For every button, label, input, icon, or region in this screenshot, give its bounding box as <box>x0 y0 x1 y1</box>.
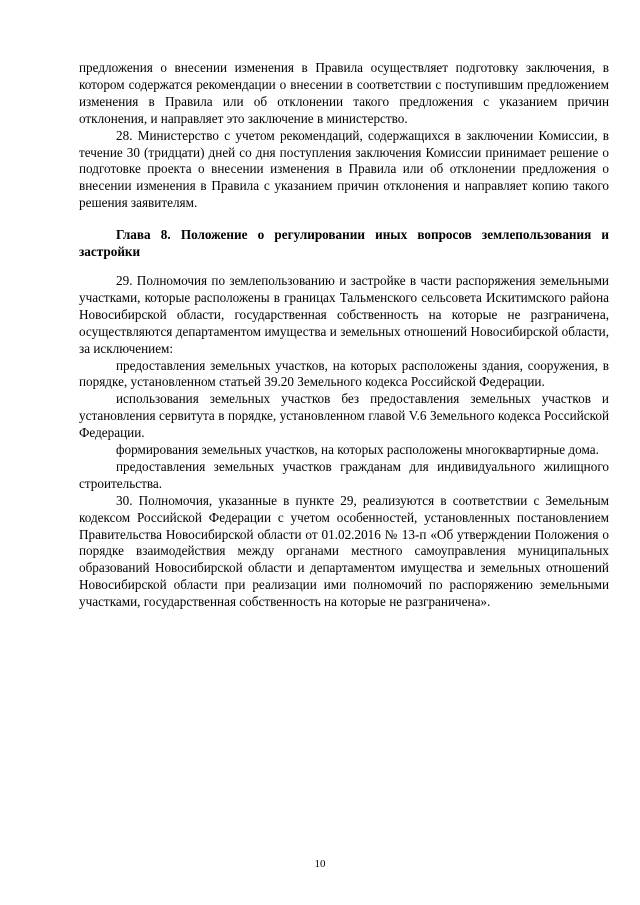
page-content <box>79 60 609 611</box>
paragraph-item-30: 30. Полномочия, указанные в пункте 29, реализуются в соответствии с Земельным кодексом Российской Федерации с учетом особенностей, установленных постановлением Правительства Новосибирской области от 01.02.2016 № 13-п «Об утверждении Положения о порядке взаимодействия между органами местного самоуправления муниципальных образований Новосибирской области и департаментом имущества и земельных отношений Новосибирской области при реализации ими полномочий по распоряжению земельными участками, государственная собственность на которые не разграничена». <box>79 492 609 610</box>
paragraph-exception-3: формирования земельных участков, на которых расположены многоквартирные дома. <box>116 442 599 458</box>
paragraph-exception-4: предоставления земельных участков гражданам для индивидуального жилищного строительства. <box>79 458 609 491</box>
chapter-heading: Глава 8. Положение о регулировании иных вопросов землепользования и застройки <box>79 227 609 260</box>
paragraph-exception-1: предоставления земельных участков, на которых расположены здания, сооружения, в порядке, установленном статьей 39.20 Земельного кодекса Российской Федерации. <box>79 357 609 390</box>
paragraph-exception-2: использования земельных участков без предоставления земельных участков и установления сервитута в порядке, установленном главой V.6 Земельного кодекса Российской Федерации. <box>79 391 609 441</box>
paragraph-item-29: 29. Полномочия по землепользованию и застройке в части распоряжения земельными участками, которые расположены в границах Тальменского сельсовета Искитимского района Новосибирской области, государственная собственность на которые не разграничена, осуществляются департаментом имущества и земельных отношений Новосибирской области, за исключением: <box>79 272 609 356</box>
page-number: 10 <box>314 858 326 870</box>
paragraph-continuation: предложения о внесении изменения в Правила осуществляет подготовку заключения, в котором содержатся рекомендации о внесении в соответствии с поступившим предложением изменения в Правила или об отклонении такого предложения с указанием причин отклонения, и направляет это заключение в министерство. <box>79 60 609 126</box>
paragraph-item-28: 28. Министерство с учетом рекомендаций, содержащихся в заключении Комиссии, в течение 30 (тридцати) дней со дня поступления заключения Комиссии принимает решение о подготовке проекта о внесении изменения в Правила или об отклонении предложения о внесении изменения в Правила с указанием причин отклонения и направляет копию такого решения заявителям. <box>79 127 609 211</box>
